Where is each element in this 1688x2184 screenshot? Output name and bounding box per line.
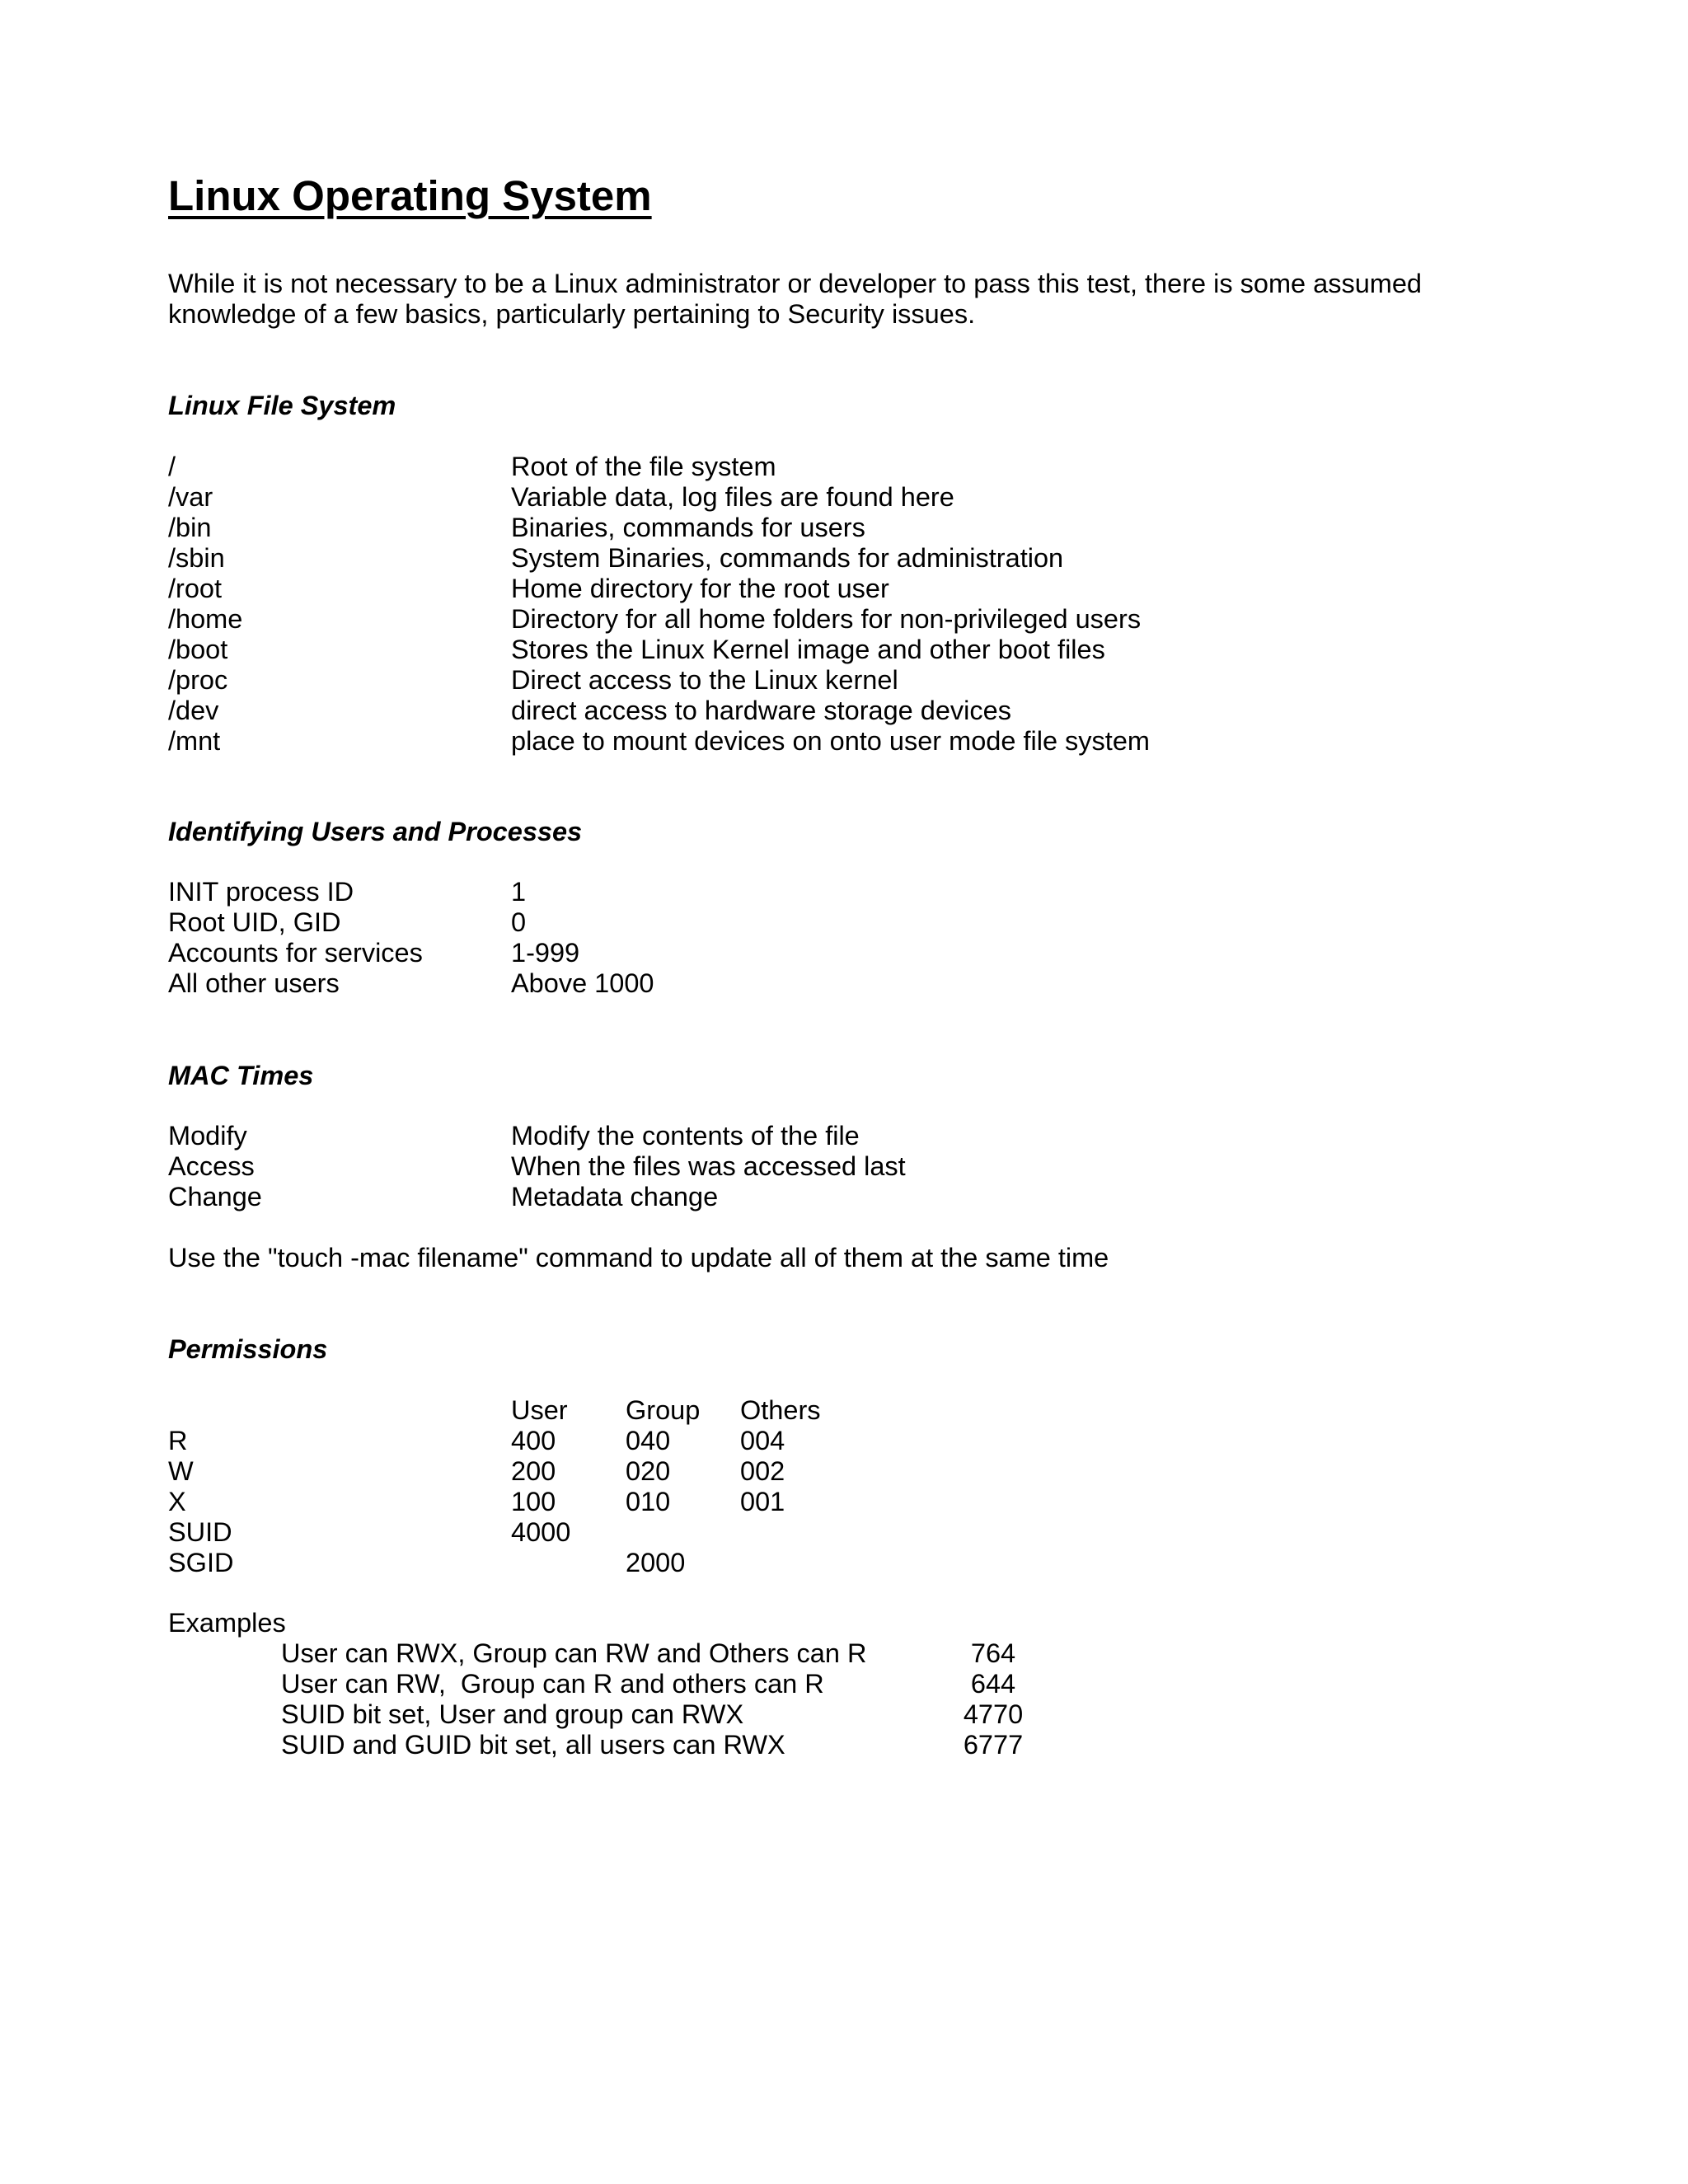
fs-path: /dev xyxy=(168,696,219,725)
example-desc: User can RW, Group can R and others can R xyxy=(281,1669,824,1699)
example-value: 4770 xyxy=(963,1699,1024,1729)
fs-row xyxy=(0,665,1688,696)
example-row xyxy=(0,1699,1688,1730)
mac-row xyxy=(0,1121,1688,1151)
perm-row xyxy=(0,1456,1688,1487)
perm-group: 040 xyxy=(626,1426,671,1455)
fs-path: /mnt xyxy=(168,726,221,756)
mac-row xyxy=(0,1182,1688,1212)
fs-path: /home xyxy=(168,604,243,634)
fs-path: /root xyxy=(168,574,223,603)
perm-col-user: User xyxy=(511,1395,568,1425)
fs-row xyxy=(0,482,1688,513)
perm-row xyxy=(0,1517,1688,1548)
section-heading-permissions: Permissions xyxy=(168,1334,328,1364)
example-row xyxy=(0,1730,1688,1760)
perm-header-row xyxy=(0,1395,1688,1426)
perm-user: 4000 xyxy=(511,1517,571,1547)
fs-row xyxy=(0,696,1688,726)
section-heading-file-system: Linux File System xyxy=(168,391,396,420)
fs-path: /var xyxy=(168,482,213,512)
examples-label: Examples xyxy=(168,1608,286,1638)
fs-row xyxy=(0,513,1688,543)
fs-path: /bin xyxy=(168,513,212,542)
intro-paragraph: While it is not necessary to be a Linux administrator or developer to pass this test, there is some assumed knowledge of a few basics, particularly pertaining to Security issues. xyxy=(168,269,1422,329)
perm-others: 001 xyxy=(740,1487,785,1516)
example-value: 6777 xyxy=(963,1730,1024,1760)
fs-row xyxy=(0,452,1688,482)
users-value: 1-999 xyxy=(511,938,580,968)
perm-others: 002 xyxy=(740,1456,785,1486)
example-value: 764 xyxy=(970,1638,1016,1668)
fs-desc: Binaries, commands for users xyxy=(511,513,865,542)
fs-desc: Stores the Linux Kernel image and other boot files xyxy=(511,635,1105,664)
fs-path: /boot xyxy=(168,635,228,664)
fs-desc: Direct access to the Linux kernel xyxy=(511,665,898,695)
perm-user: 400 xyxy=(511,1426,556,1455)
fs-desc: Root of the file system xyxy=(511,452,776,481)
users-row xyxy=(0,907,1688,938)
perm-others: 004 xyxy=(740,1426,785,1455)
perm-col-group: Group xyxy=(626,1395,701,1425)
users-row xyxy=(0,968,1688,999)
users-row xyxy=(0,938,1688,968)
perm-group: 020 xyxy=(626,1456,671,1486)
users-value: 1 xyxy=(511,877,527,907)
fs-row xyxy=(0,726,1688,757)
mac-note: Use the "touch -mac filename" command to update all of them at the same time xyxy=(168,1243,1109,1272)
fs-desc: Variable data, log files are found here xyxy=(511,482,954,512)
fs-desc: place to mount devices on onto user mode file system xyxy=(511,726,1150,756)
mac-label: Change xyxy=(168,1182,262,1212)
fs-row xyxy=(0,574,1688,604)
fs-desc: Home directory for the root user xyxy=(511,574,889,603)
perm-row xyxy=(0,1426,1688,1456)
example-desc: SUID bit set, User and group can RWX xyxy=(281,1699,744,1729)
users-value: Above 1000 xyxy=(511,968,654,998)
perm-user: 100 xyxy=(511,1487,556,1516)
mac-label: Modify xyxy=(168,1121,247,1151)
perm-user: 200 xyxy=(511,1456,556,1486)
users-label: Accounts for services xyxy=(168,938,423,968)
fs-desc: Directory for all home folders for non-privileged users xyxy=(511,604,1142,634)
perm-group: 2000 xyxy=(626,1548,686,1577)
fs-path: /sbin xyxy=(168,543,225,573)
example-desc: SUID and GUID bit set, all users can RWX xyxy=(281,1730,785,1760)
users-label: Root UID, GID xyxy=(168,907,341,937)
users-value: 0 xyxy=(511,907,527,937)
fs-desc: direct access to hardware storage devices xyxy=(511,696,1011,725)
mac-desc: Metadata change xyxy=(511,1182,719,1212)
page-title: Linux Operating System xyxy=(168,172,652,219)
fs-path: / xyxy=(168,452,176,481)
example-desc: User can RWX, Group can RW and Others can R xyxy=(281,1638,867,1668)
perm-label: R xyxy=(168,1426,188,1455)
perm-label: SGID xyxy=(168,1548,234,1577)
mac-label: Access xyxy=(168,1151,255,1181)
users-label: INIT process ID xyxy=(168,877,354,907)
mac-desc: Modify the contents of the file xyxy=(511,1121,860,1151)
mac-row xyxy=(0,1151,1688,1182)
perm-row xyxy=(0,1548,1688,1578)
mac-desc: When the files was accessed last xyxy=(511,1151,906,1181)
fs-row xyxy=(0,543,1688,574)
example-value: 644 xyxy=(970,1669,1016,1699)
perm-label: X xyxy=(168,1487,186,1516)
users-row xyxy=(0,877,1688,907)
perm-col-others: Others xyxy=(740,1395,821,1425)
perm-label: SUID xyxy=(168,1517,232,1547)
perm-row xyxy=(0,1487,1688,1517)
fs-desc: System Binaries, commands for administration xyxy=(511,543,1064,573)
section-heading-users-processes: Identifying Users and Processes xyxy=(168,817,583,846)
section-heading-mac-times: MAC Times xyxy=(168,1061,314,1090)
perm-group: 010 xyxy=(626,1487,671,1516)
users-label: All other users xyxy=(168,968,340,998)
fs-row xyxy=(0,635,1688,665)
fs-row xyxy=(0,604,1688,635)
fs-path: /proc xyxy=(168,665,228,695)
perm-label: W xyxy=(168,1456,194,1486)
example-row xyxy=(0,1669,1688,1699)
example-row xyxy=(0,1638,1688,1669)
